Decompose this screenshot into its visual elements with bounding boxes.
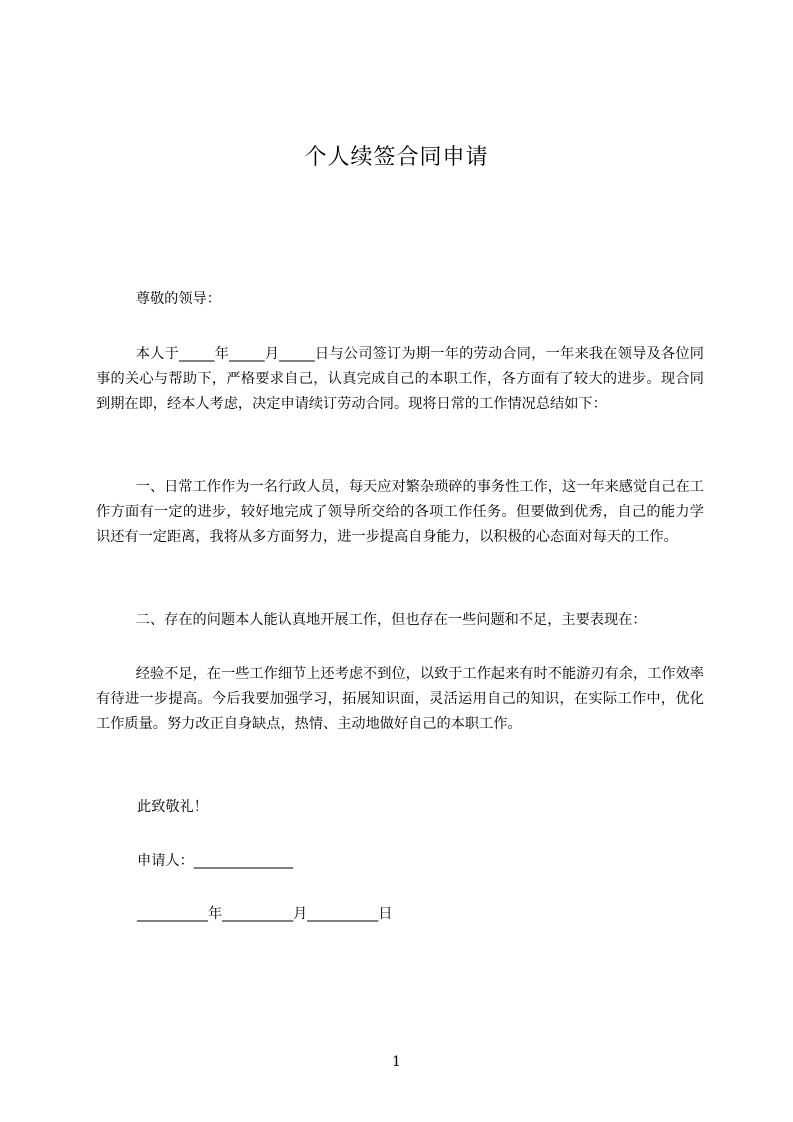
paragraph-daily-work: [96, 475, 704, 550]
paragraph-text: 本人于_____年_____月_____日与公司签订为期一年的劳动合同，一年来我在领导及各位同事的关心与帮助下，严格要求自己，认真完成自己的本职工作，各方面有了较大的进步。现合同到期在即，经本人考虑，决定申请续订劳动合同。现将日常的工作情况总结如下：: [96, 346, 704, 412]
closing: 此致敬礼！: [137, 799, 208, 815]
applicant-line: 申请人：______________: [137, 853, 294, 869]
paragraph-text: 二、存在的问题本人能认真地开展工作，但也存在一些问题和不足，主要表现在：: [135, 612, 647, 628]
paragraph-intro: [96, 342, 704, 417]
paragraph-shortcomings: [96, 662, 704, 737]
paragraph-text: 一、日常工作作为一名行政人员，每天应对繁杂琐碎的事务性工作，这一年来感觉自己在工作方面有一定的进步，较好地完成了领导所交给的各项工作任务。但要做到优秀，自己的能力学识还有一定距离，我将从多方面努力，进一步提高自身能力，以积极的心态面对每天的工作。: [96, 479, 704, 545]
date-line: __________年__________月__________日: [137, 906, 393, 922]
paragraph-problems: [96, 608, 704, 633]
paragraph-text: 经验不足，在一些工作细节上还考虑不到位，以致于工作起来有时不能游刃有余，工作效率有待进一步提高。今后我要加强学习，拓展知识面，灵活运用自己的知识，在实际工作中，优化工作质量。努力改正自身缺点，热情、主动地做好自己的本职工作。: [96, 666, 704, 732]
document-title: 个人续签合同申请: [304, 145, 489, 170]
salutation-block: [96, 287, 704, 312]
page-number: 1: [392, 1054, 401, 1070]
salutation: 尊敬的领导：: [135, 291, 221, 307]
